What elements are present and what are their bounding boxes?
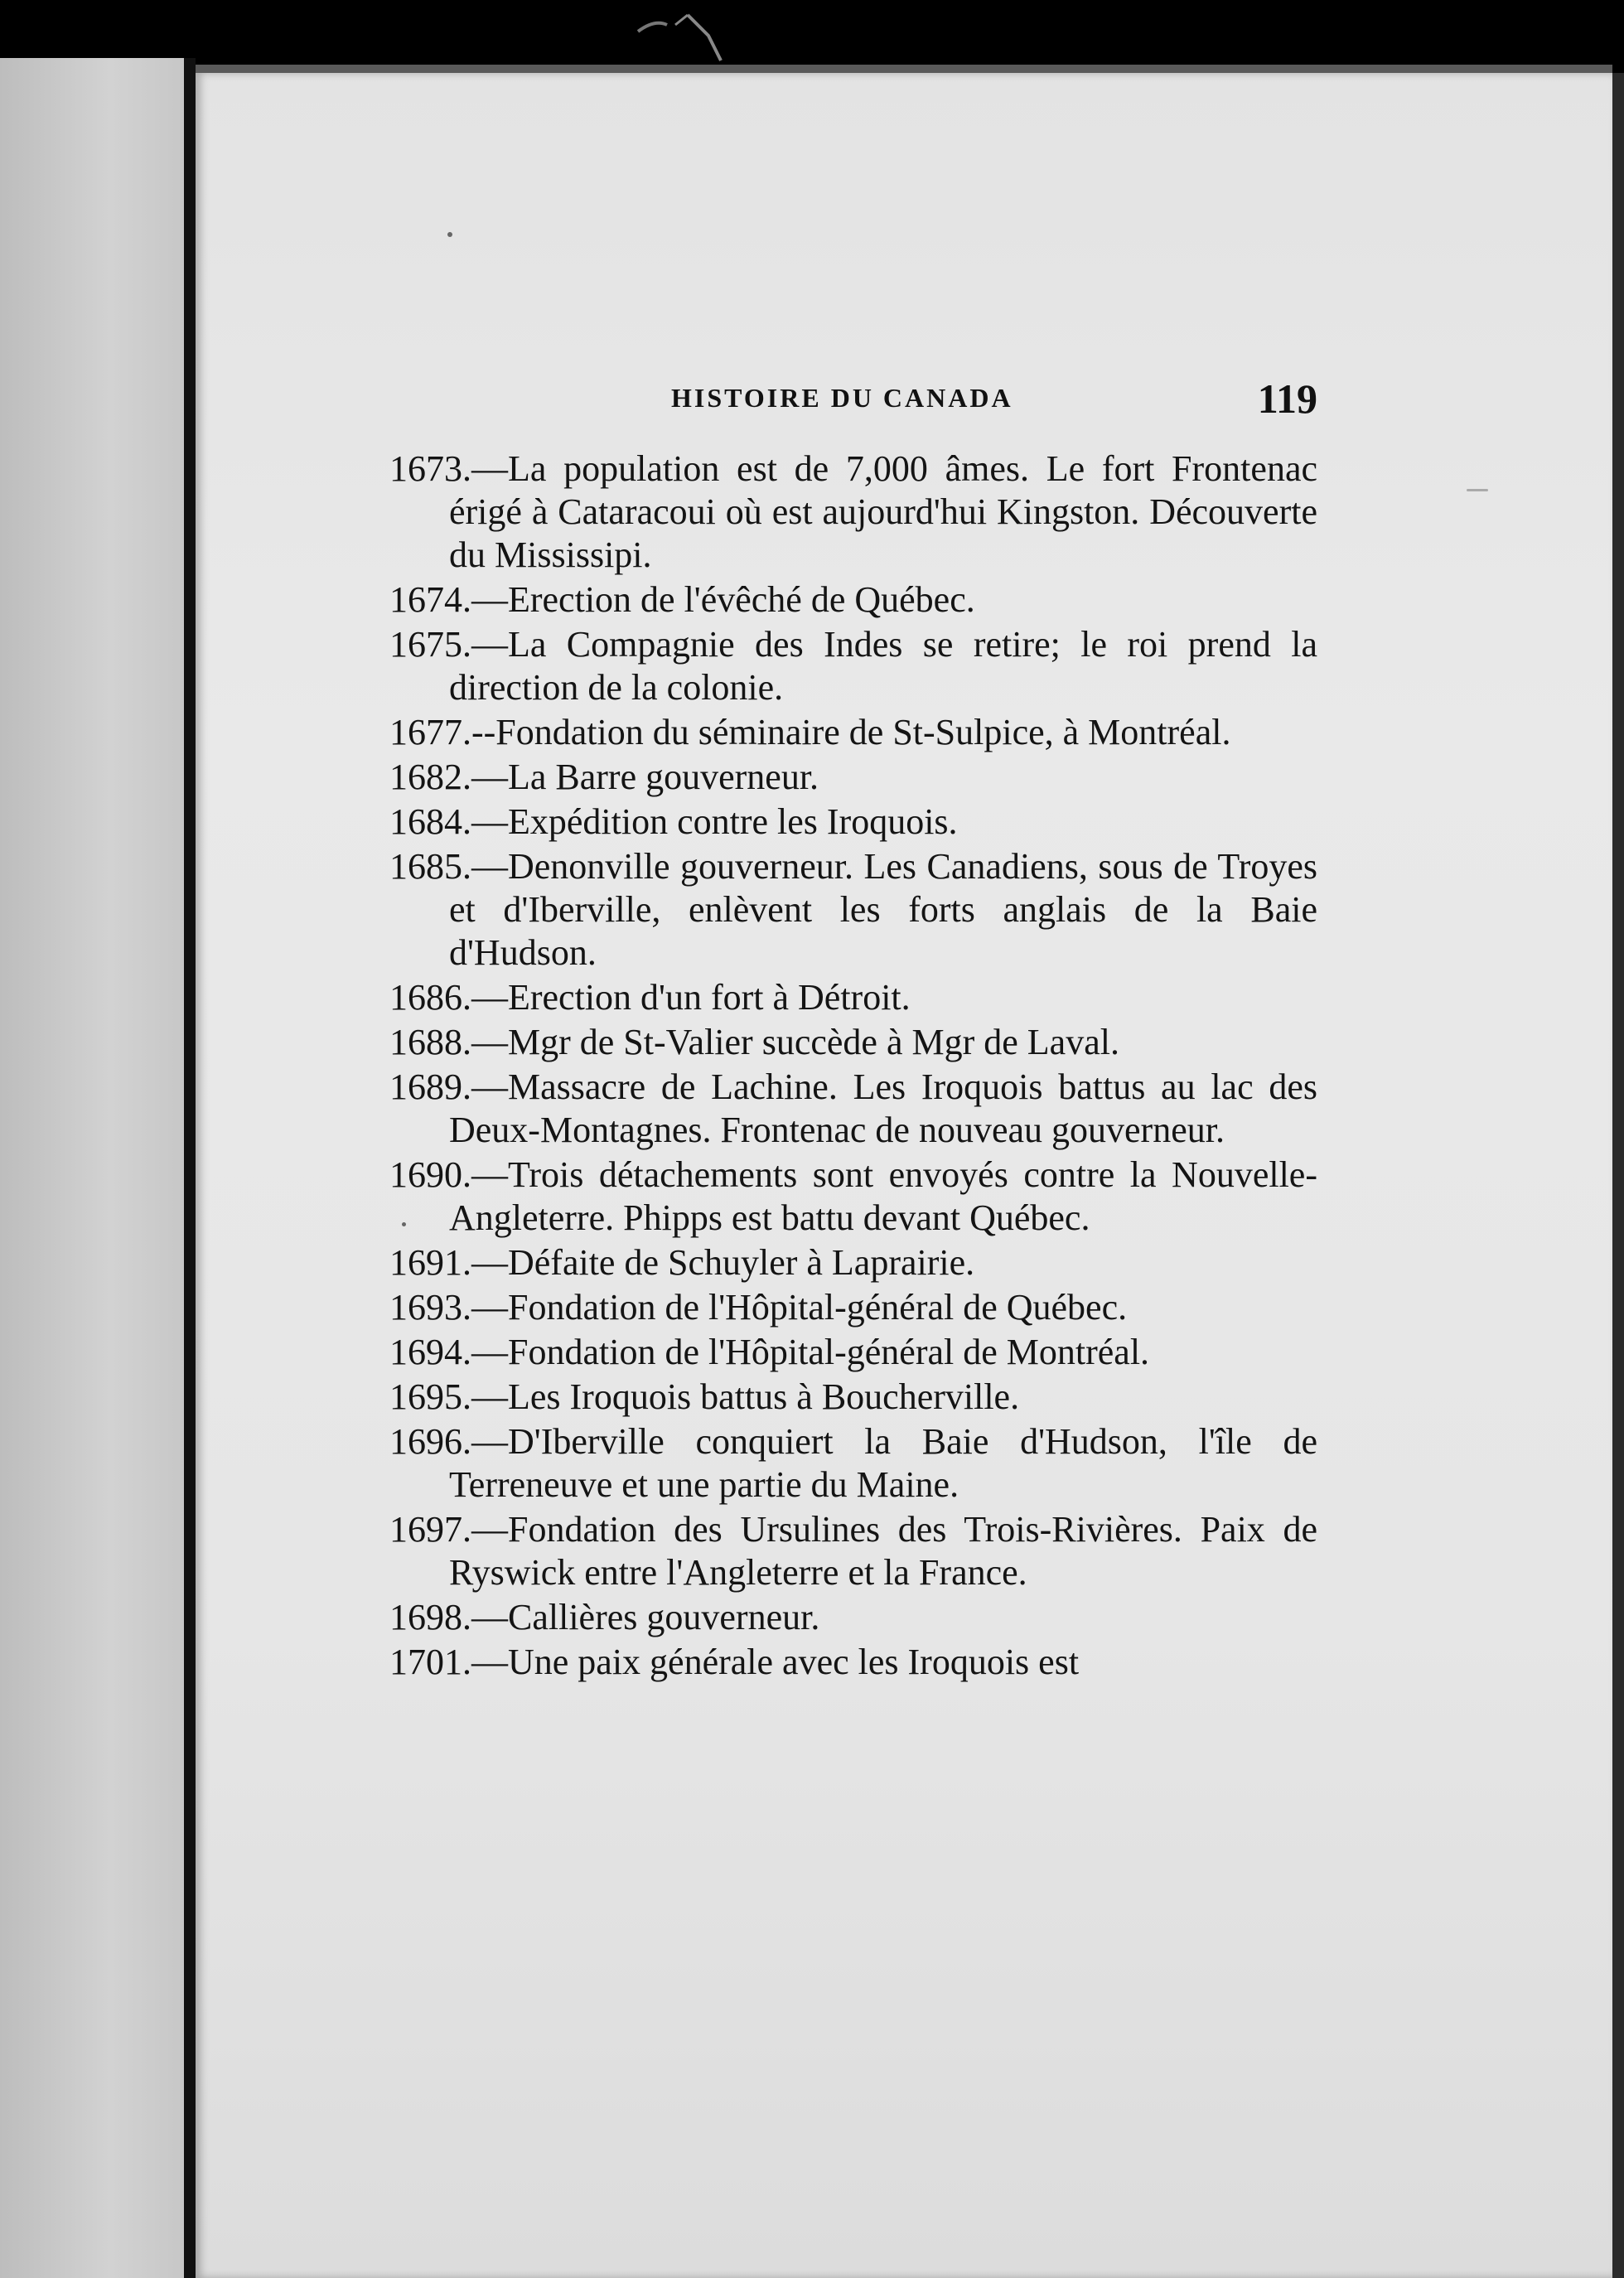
entry-text: —Massacre de Lachine. Les Iroquois battus au lac des Deux-Montagnes. Frontenac de nouveau gouverneur. (449, 1066, 1317, 1150)
page-right-edge (1612, 73, 1624, 2278)
entry-year: 1677. (389, 712, 471, 752)
chronology-entry (389, 447, 1317, 577)
entry-year: 1695. (389, 1376, 471, 1417)
entry-year: 1684. (389, 801, 471, 842)
scan-artifact-mark (630, 7, 746, 65)
entry-text: —Denonville gouverneur. Les Canadiens, sous de Troyes et d'Iberville, enlèvent les forts anglais de la Baie d'Hudson. (449, 846, 1317, 973)
entry-text: —Trois détachements sont envoyés contre la Nouvelle-Angleterre. Phipps est battu devant Québec. (449, 1154, 1317, 1238)
entry-text: —Fondation de l'Hôpital-général de Montréal. (471, 1332, 1150, 1372)
chronology-entry (389, 1066, 1317, 1152)
chronology-entry (389, 976, 1317, 1019)
entry-text: —Une paix générale avec les Iroquois est (471, 1642, 1080, 1682)
chronology-entry (389, 1286, 1317, 1329)
entry-text: --Fondation du séminaire de St-Sulpice, à Montréal. (471, 712, 1231, 752)
entry-text: —Erection de l'évêché de Québec. (471, 579, 975, 620)
entry-text: —D'Iberville conquiert la Baie d'Hudson, l'île de Terreneuve et une partie du Maine. (449, 1421, 1317, 1505)
entry-text: —Expédition contre les Iroquois. (471, 801, 958, 842)
entry-text: —La population est de 7,000 âmes. Le fort Frontenac érigé à Cataracoui où est aujourd'hui Kingston. Découverte du Mississipi. (449, 448, 1317, 575)
entry-year: 1686. (389, 977, 471, 1018)
chronology-entry (389, 711, 1317, 754)
running-title: HISTOIRE DU CANADA (671, 383, 1013, 413)
chronology-entry (389, 845, 1317, 975)
entry-year: 1674. (389, 579, 471, 620)
entry-year: 1691. (389, 1242, 471, 1283)
page-number: 119 (1257, 375, 1317, 422)
entry-text: —Défaite de Schuyler à Laprairie. (471, 1242, 975, 1283)
entry-year: 1689. (389, 1066, 471, 1107)
entry-year: 1698. (389, 1597, 471, 1637)
entry-year: 1693. (389, 1287, 471, 1328)
entry-year: 1690. (389, 1154, 471, 1195)
chronology-list (389, 447, 1317, 1686)
chronology-entry (389, 1376, 1317, 1419)
paper-speck (1467, 489, 1488, 491)
paper-speck (447, 232, 452, 237)
entry-year: 1673. (389, 448, 471, 489)
chronology-entry (389, 1420, 1317, 1507)
entry-text: —Les Iroquois battus à Boucherville. (471, 1376, 1020, 1417)
entry-year: 1685. (389, 846, 471, 887)
chronology-entry (389, 1021, 1317, 1064)
chronology-entry (389, 1154, 1317, 1240)
entry-year: 1694. (389, 1332, 471, 1372)
entry-text: —Callières gouverneur. (471, 1597, 820, 1637)
chronology-entry (389, 1331, 1317, 1374)
entry-text: —Mgr de St-Valier succède à Mgr de Laval. (471, 1022, 1119, 1062)
chronology-entry (389, 800, 1317, 844)
chronology-entry (389, 756, 1317, 799)
chronology-entry (389, 1596, 1317, 1639)
left-page-edge (0, 58, 184, 2278)
page-header (671, 375, 1317, 424)
chronology-entry (389, 623, 1317, 709)
entry-text: —La Compagnie des Indes se retire; le roi prend la direction de la colonie. (449, 624, 1317, 708)
entry-text: —Fondation des Ursulines des Trois-Rivières. Paix de Ryswick entre l'Angleterre et la France. (449, 1509, 1317, 1593)
entry-text: —La Barre gouverneur. (471, 757, 819, 797)
entry-year: 1675. (389, 624, 471, 665)
entry-year: 1688. (389, 1022, 471, 1062)
entry-year: 1701. (389, 1642, 471, 1682)
book-gutter (184, 58, 196, 2278)
chronology-entry (389, 1241, 1317, 1284)
entry-year: 1697. (389, 1509, 471, 1550)
chronology-entry (389, 578, 1317, 621)
entry-year: 1682. (389, 757, 471, 797)
entry-year: 1696. (389, 1421, 471, 1462)
entry-text: —Erection d'un fort à Détroit. (471, 977, 911, 1018)
entry-text: —Fondation de l'Hôpital-général de Québec. (471, 1287, 1128, 1328)
chronology-entry (389, 1641, 1317, 1684)
chronology-entry (389, 1508, 1317, 1594)
